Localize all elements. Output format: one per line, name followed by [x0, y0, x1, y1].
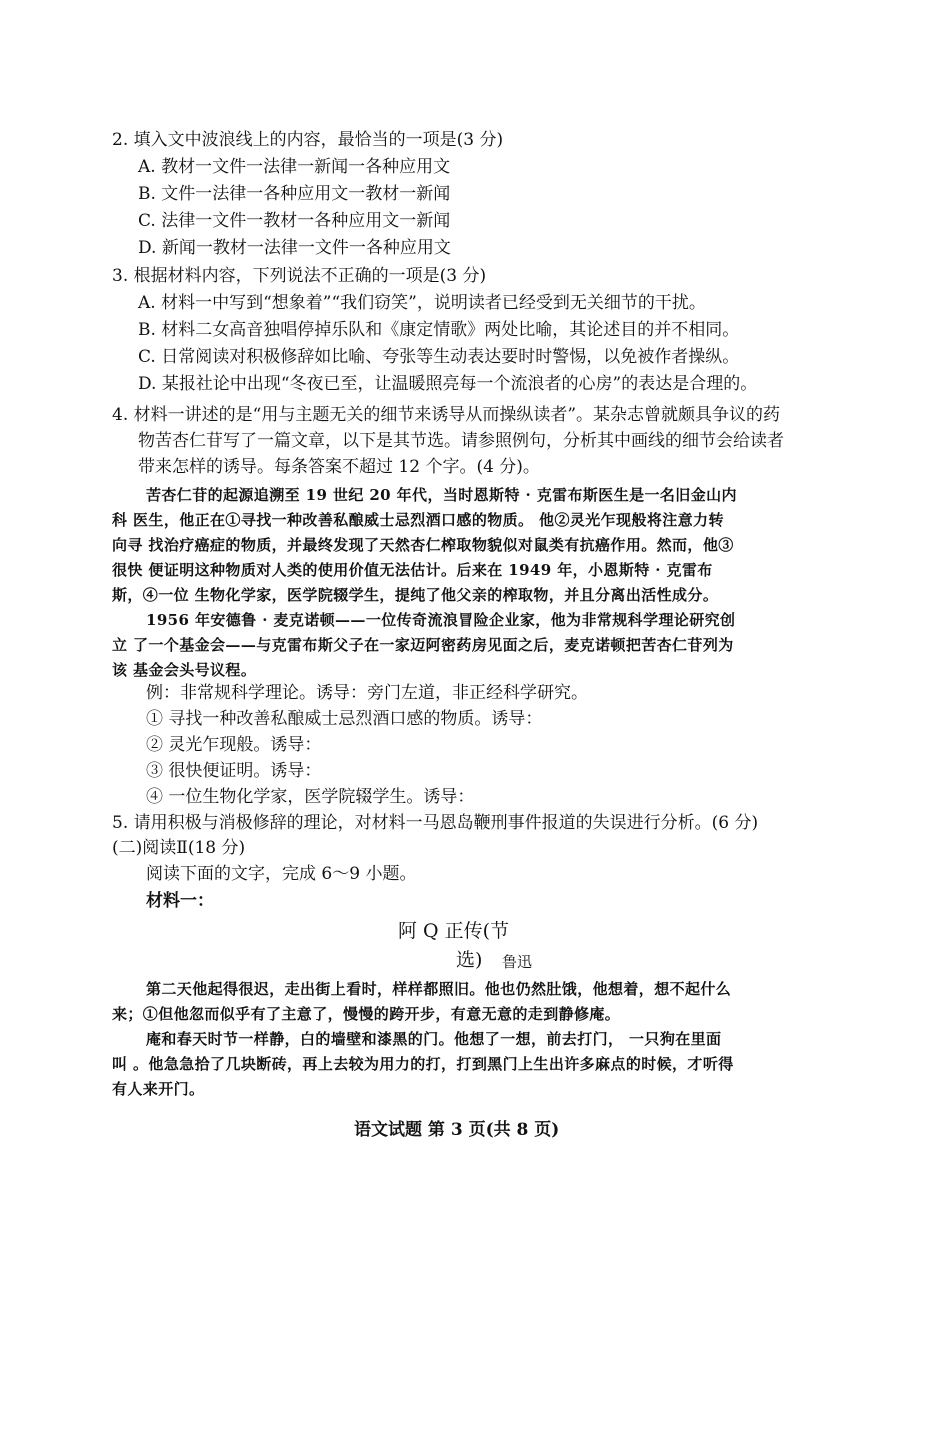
- q3-option-b: B. 材料二女高音独唱停掉乐队和《康定情歌》两处比喻，其论述目的并不相同。: [138, 320, 740, 340]
- page-footer: 语文试题 第 3 页(共 8 页): [354, 1120, 560, 1140]
- story-title-line-2: 选): [456, 949, 483, 971]
- q3-option-a: A. 材料一中写到“想象着”“我们窃笑”，说明读者已经受到无关细节的干扰。: [138, 293, 706, 313]
- q4-passage1-line-1: 苦杏仁苷的起源追溯至 19 世纪 20 年代，当时恩斯特 · 克雷布斯医生是一名旧金山内: [146, 486, 737, 504]
- material-label: 材料一：: [146, 891, 214, 911]
- q4-passage1-line-3: 向寻 找治疗癌症的物质，并最终发现了天然杏仁榨取物貌似对鼠类有抗癌作用。然而，他③: [112, 536, 734, 554]
- q2-option-a: A. 教材一文件一法律一新闻一各种应用文: [138, 157, 451, 177]
- q4-passage2-line-2: 立 了一个基金会——与克雷布斯父子在一家迈阿密药房见面之后，麦克诺顿把苦杏仁苷列为: [112, 636, 734, 654]
- story-para1-line-2: 来；①但他忽而似乎有了主意了，慢慢的跨开步，有意无意的走到静修庵。: [112, 1005, 621, 1023]
- q2-stem: 2. 填入文中波浪线上的内容，最恰当的一项是(3 分): [112, 130, 504, 150]
- story-title-line-1: 阿 Q 正传(节: [398, 920, 510, 942]
- q4-passage1-line-5: 斯，④一位 生物化学家，医学院辍学生，提纯了他父亲的榨取物，并且分离出活性成分。: [112, 586, 719, 604]
- q4-passage1-line-4: 很快 便证明这种物质对人类的使用价值无法估计。后来在 1949 年，小恩斯特 · 克雷布: [112, 561, 713, 579]
- q4-stem-line-2: 物苦杏仁苷写了一篇文章，以下是其节选。请参照例句，分析其中画线的细节会给读者: [138, 431, 784, 451]
- q4-example: 例：非常规科学理论。诱导：旁门左道，非正经科学研究。: [146, 683, 588, 703]
- q2-option-d: D. 新闻一教材一法律一文件一各种应用文: [138, 238, 451, 258]
- q4-passage2-line-3: 该 基金会头号议程。: [112, 661, 257, 679]
- q2-option-b: B. 文件一法律一各种应用文一教材一新闻: [138, 184, 451, 204]
- q4-item-1: ① 寻找一种改善私酿威士忌烈酒口感的物质。诱导：: [146, 709, 543, 729]
- story-author: 鲁迅: [502, 953, 533, 971]
- q4-stem-line-1: 4. 材料一讲述的是“用与主题无关的细节来诱导从而操纵读者”。某杂志曾就颇具争议的药: [112, 405, 781, 425]
- story-para2-line-2: 叫 。他急急拾了几块断砖，再上去较为用力的打，打到黑门上生出许多麻点的时候，才听得: [112, 1055, 734, 1073]
- section2-heading: (二)阅读Ⅱ(18 分): [112, 838, 246, 858]
- q4-stem-line-3: 带来怎样的诱导。每条答案不超过 12 个字。(4 分)。: [138, 457, 540, 477]
- q4-item-4: ④ 一位生物化学家，医学院辍学生。诱导：: [146, 787, 475, 807]
- story-para2-line-3: 有人来开门。: [112, 1080, 205, 1098]
- q3-option-c: C. 日常阅读对积极修辞如比喻、夸张等生动表达要时时警惕，以免被作者操纵。: [138, 347, 740, 367]
- q4-item-3: ③ 很快便证明。诱导：: [146, 761, 322, 781]
- q5-stem: 5. 请用积极与消极修辞的理论，对材料一马恩岛鞭刑事件报道的失误进行分析。(6 分): [112, 813, 759, 833]
- q4-passage1-line-2: 科 医生，他正在①寻找一种改善私酿威士忌烈酒口感的物质。 他②灵光乍现般将注意力转: [112, 511, 724, 529]
- q4-passage2-line-1: 1956 年安德鲁 · 麦克诺顿——一位传奇流浪冒险企业家，他为非常规科学理论研究创: [146, 611, 736, 629]
- q2-option-c: C. 法律一文件一教材一各种应用文一新闻: [138, 211, 451, 231]
- q3-option-d: D. 某报社论中出现“冬夜已至，让温暖照亮每一个流浪者的心房”的表达是合理的。: [138, 374, 758, 394]
- q3-stem: 3. 根据材料内容，下列说法不正确的一项是(3 分): [112, 266, 487, 286]
- section2-instruction: 阅读下面的文字，完成 6～9 小题。: [146, 864, 417, 884]
- story-para1-line-1: 第二天他起得很迟，走出街上看时，样样都照旧。他也仍然肚饿，他想着，想不起什么: [146, 980, 732, 998]
- story-para2-line-1: 庵和春天时节一样静，白的墙壁和漆黑的门。他想了一想，前去打门， 一只狗在里面: [146, 1030, 722, 1048]
- q4-item-2: ② 灵光乍现般。诱导：: [146, 735, 322, 755]
